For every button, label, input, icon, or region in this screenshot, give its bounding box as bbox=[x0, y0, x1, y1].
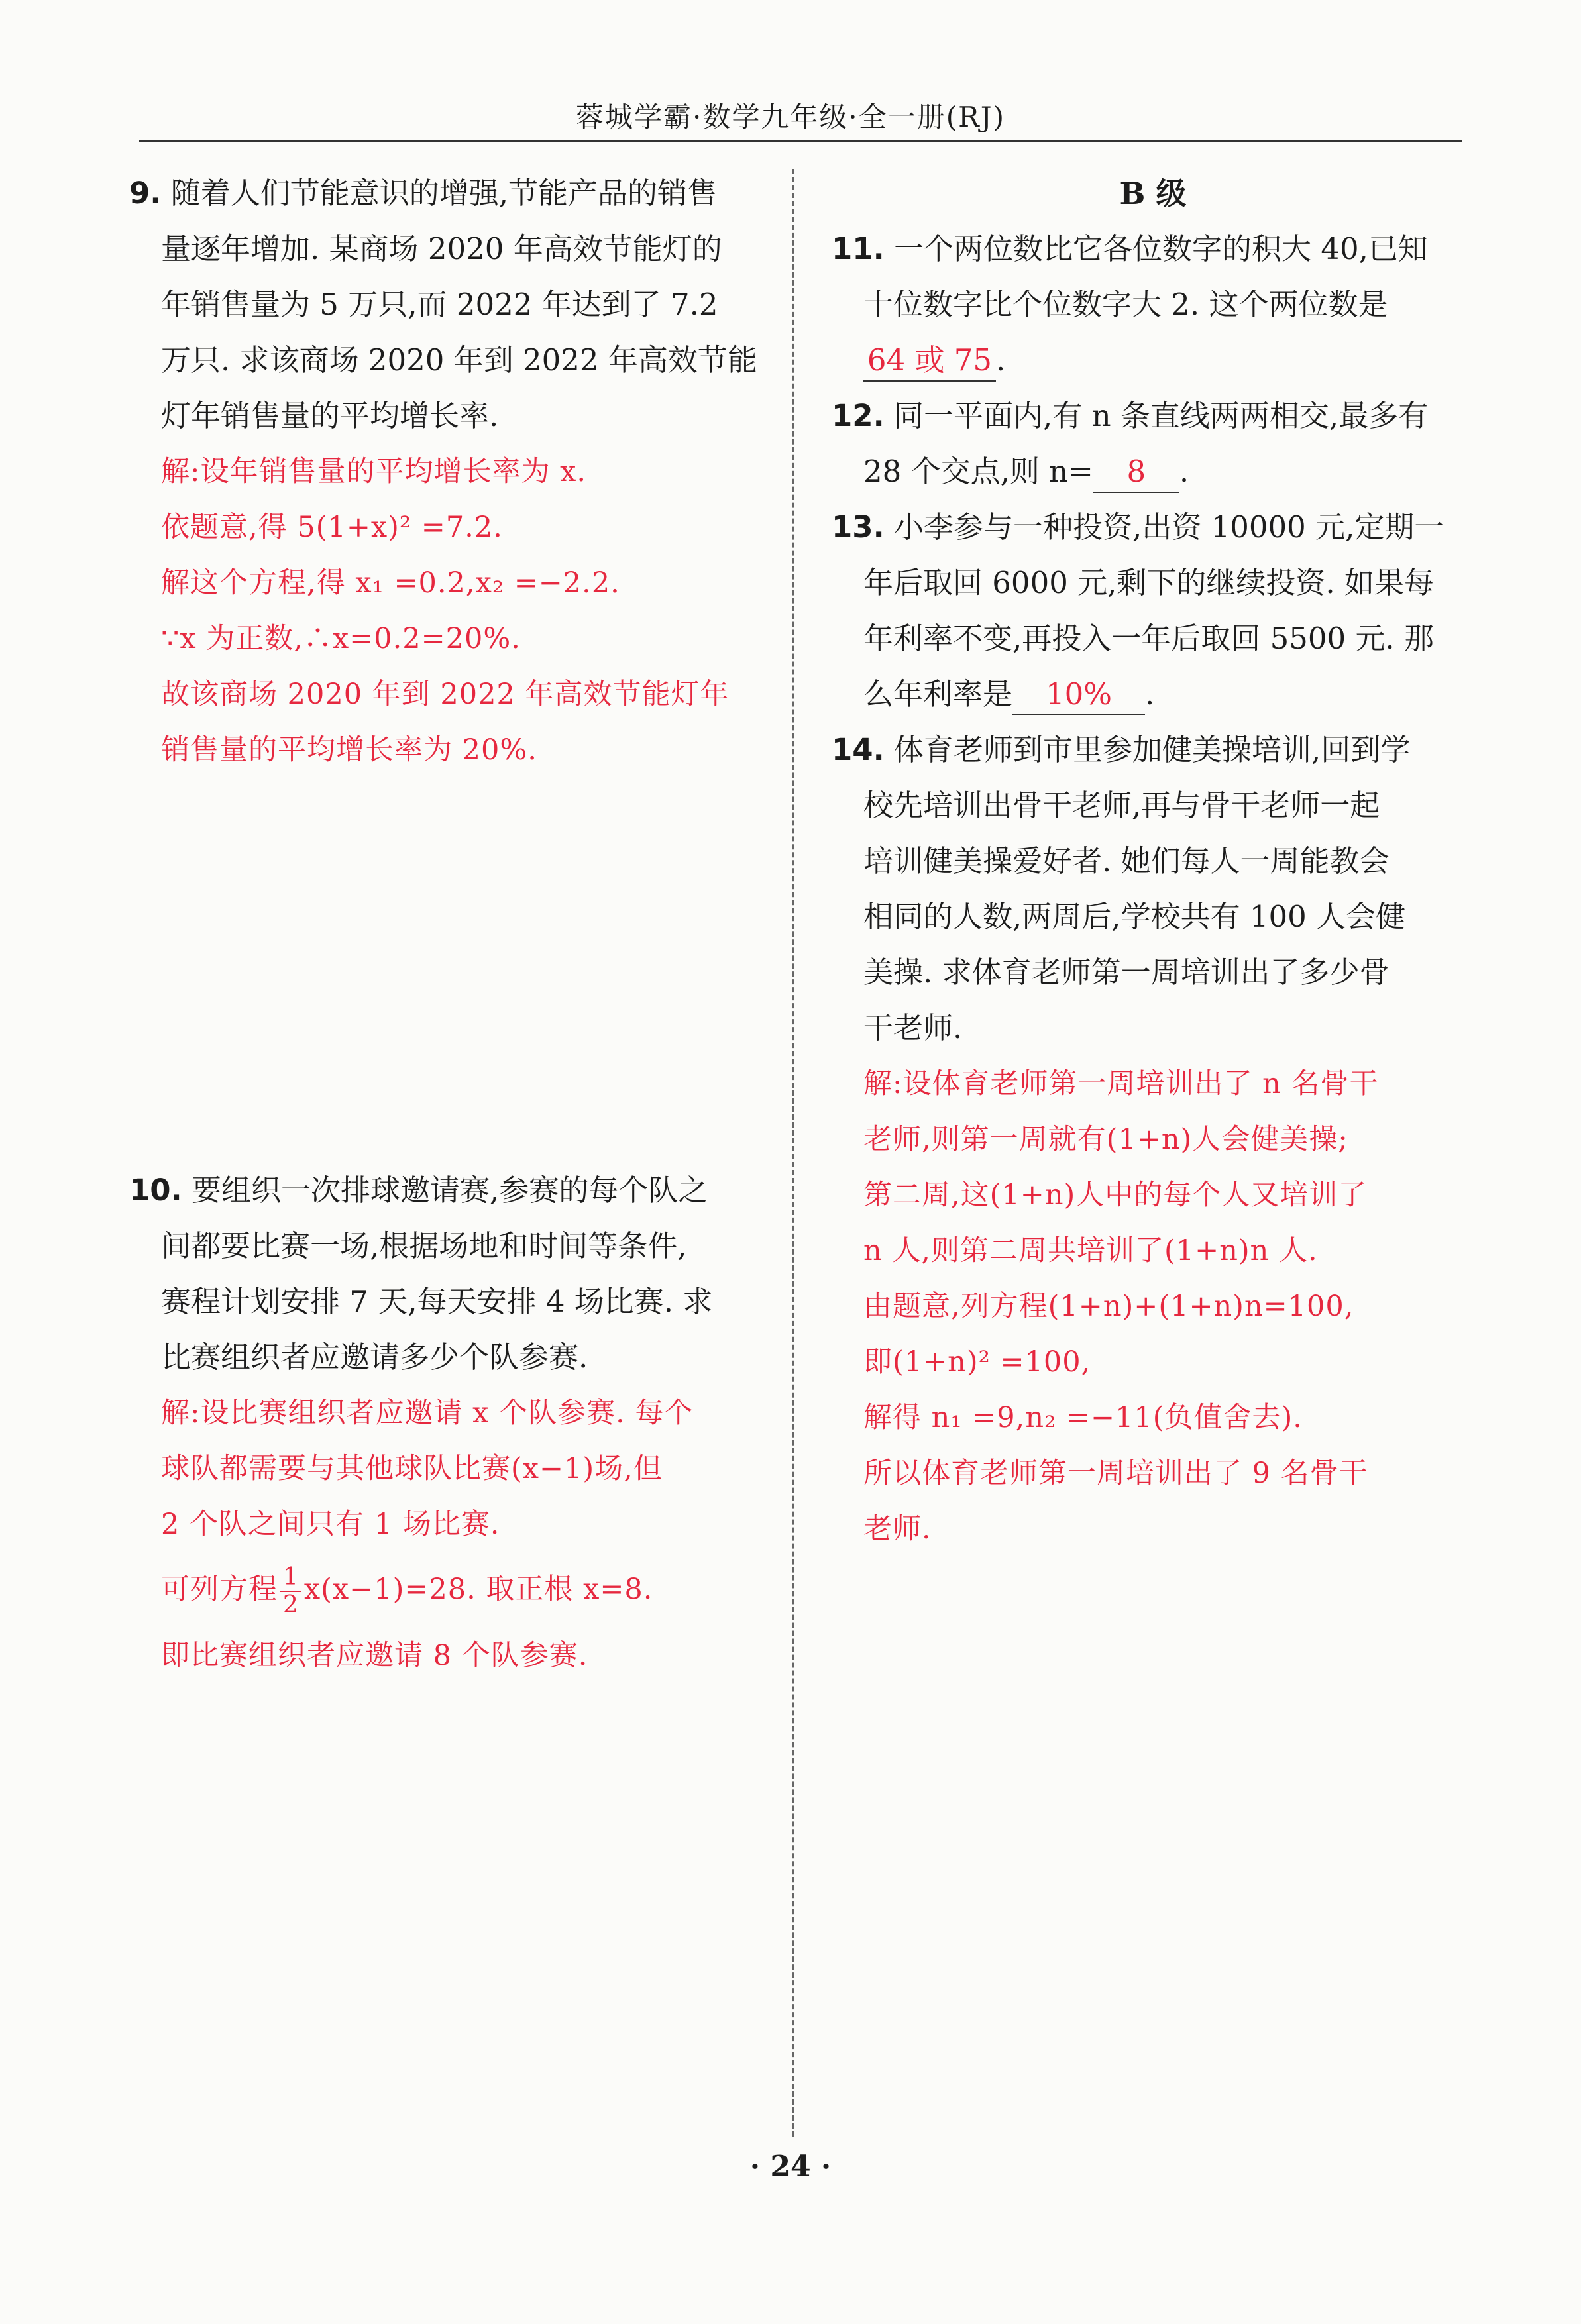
question-text-line: 么年利率是 bbox=[863, 676, 1013, 712]
answer-blank: 10% bbox=[1012, 674, 1145, 715]
answer-line: 解:设年销售量的平均增长率为 x. bbox=[161, 455, 587, 488]
header-rule bbox=[139, 140, 1462, 142]
answer-14 bbox=[832, 1056, 1474, 1557]
punctuation: . bbox=[996, 343, 1006, 378]
question-text-line: 要组织一次排球邀请赛,参赛的每个队之 bbox=[191, 1173, 708, 1208]
question-number: 13. bbox=[832, 509, 885, 545]
question-number: 10. bbox=[129, 1173, 182, 1208]
answer-blank: 8 bbox=[1093, 452, 1179, 493]
answer-line: 2 个队之间只有 1 场比赛. bbox=[161, 1508, 500, 1541]
question-text-line: 赛程计划安排 7 天,每天安排 4 场比赛. 求 bbox=[161, 1284, 713, 1319]
question-12 bbox=[832, 388, 1474, 500]
answer-line: 老师. bbox=[863, 1512, 932, 1546]
question-text-line: 年后取回 6000 元,剩下的继续投资. 如果每 bbox=[863, 565, 1435, 600]
question-text-line: 随着人们节能意识的增强,节能产品的销售 bbox=[170, 176, 718, 211]
answer-line: 解:设比赛组织者应邀请 x 个队参赛. 每个 bbox=[161, 1397, 694, 1430]
fraction bbox=[280, 1564, 301, 1618]
question-text-line: 灯年销售量的平均增长率. bbox=[161, 398, 499, 433]
answer-line: 解得 n₁ =9,n₂ =−11(负值舍去). bbox=[863, 1401, 1303, 1434]
question-text-line: 体育老师到市里参加健美操培训,回到学 bbox=[894, 732, 1411, 767]
answer-line: n 人,则第二周共培训了(1+n)n 人. bbox=[863, 1234, 1318, 1267]
question-14 bbox=[832, 722, 1474, 1056]
question-text-line: 培训健美操爱好者. 她们每人一周能教会 bbox=[863, 843, 1390, 878]
answer-line: 解:设体育老师第一周培训出了 n 名骨干 bbox=[863, 1067, 1379, 1100]
equation-suffix: x(x−1)=28. 取正根 x=8. bbox=[303, 1573, 653, 1606]
question-9 bbox=[129, 166, 775, 778]
answer-equation bbox=[161, 1561, 775, 1618]
question-number: 14. bbox=[832, 732, 885, 767]
level-title: B 级 bbox=[1119, 176, 1187, 211]
answer-9 bbox=[129, 444, 775, 778]
header-title: 蓉城学霸·数学九年级·全一册(RJ) bbox=[576, 101, 1005, 133]
answer-line: 故该商场 2020 年到 2022 年高效节能灯年 bbox=[161, 678, 730, 711]
question-10 bbox=[129, 1163, 775, 1683]
answer-line: 由题意,列方程(1+n)+(1+n)n=100, bbox=[863, 1290, 1354, 1323]
fraction-numerator: 1 bbox=[280, 1564, 301, 1592]
answer-line: 依题意,得 5(1+x)² =7.2. bbox=[161, 511, 503, 544]
answer-line: 销售量的平均增长率为 20%. bbox=[161, 733, 537, 766]
question-text-line: 比赛组织者应邀请多少个队参赛. bbox=[161, 1340, 588, 1375]
punctuation: . bbox=[1179, 454, 1189, 489]
answer-line: 第二周,这(1+n)人中的每个人又培训了 bbox=[863, 1179, 1368, 1212]
question-text-line: 校先培训出骨干老师,再与骨干老师一起 bbox=[863, 788, 1380, 823]
question-text-line: 量逐年增加. 某商场 2020 年高效节能灯的 bbox=[161, 231, 722, 266]
column-divider bbox=[792, 169, 794, 2137]
answer-line: 所以体育老师第一周培训出了 9 名骨干 bbox=[863, 1457, 1368, 1490]
question-text-line: 十位数字比个位数字大 2. 这个两位数是 bbox=[863, 287, 1388, 322]
equation-prefix: 可列方程 bbox=[161, 1573, 278, 1606]
question-text-line: 28 个交点,则 n= bbox=[863, 454, 1093, 489]
right-column bbox=[832, 166, 1474, 1557]
question-text-line: 年销售量为 5 万只,而 2022 年达到了 7.2 bbox=[161, 287, 718, 322]
page-header bbox=[0, 86, 1581, 139]
question-text-line: 相同的人数,两周后,学校共有 100 人会健 bbox=[863, 899, 1406, 934]
answer-line: 即比赛组织者应邀请 8 个队参赛. bbox=[161, 1639, 588, 1672]
question-text-line: 小李参与一种投资,出资 10000 元,定期一 bbox=[894, 509, 1445, 545]
question-text-line: 万只. 求该商场 2020 年到 2022 年高效节能 bbox=[161, 343, 757, 378]
answer-10 bbox=[129, 1385, 775, 1683]
question-text-line: 间都要比赛一场,根据场地和时间等条件, bbox=[161, 1228, 687, 1263]
question-13 bbox=[832, 500, 1474, 722]
question-text-line: 美操. 求体育老师第一周培训出了多少骨 bbox=[863, 955, 1390, 990]
question-text-line: 同一平面内,有 n 条直线两两相交,最多有 bbox=[894, 398, 1429, 433]
question-11 bbox=[832, 221, 1474, 388]
question-text-line: 年利率不变,再投入一年后取回 5500 元. 那 bbox=[863, 621, 1435, 656]
question-text-line: 干老师. bbox=[863, 1010, 963, 1045]
answer-line: 即(1+n)² =100, bbox=[863, 1346, 1091, 1379]
question-number: 9. bbox=[129, 176, 162, 211]
answer-line: 解这个方程,得 x₁ =0.2,x₂ =−2.2. bbox=[161, 566, 620, 600]
answer-blank: 64 或 75 bbox=[863, 341, 996, 382]
answer-line: 老师,则第一周就有(1+n)人会健美操; bbox=[863, 1123, 1348, 1156]
answer-line: 球队都需要与其他球队比赛(x−1)场,但 bbox=[161, 1452, 663, 1485]
punctuation: . bbox=[1145, 676, 1155, 712]
answer-line: ∵x 为正数,∴x=0.2=20%. bbox=[161, 622, 521, 655]
question-number: 12. bbox=[832, 398, 885, 433]
fraction-denominator: 2 bbox=[283, 1591, 299, 1618]
question-text-line: 一个两位数比它各位数字的积大 40,已知 bbox=[894, 231, 1428, 266]
question-number: 11. bbox=[832, 231, 885, 266]
page-number: · 24 · bbox=[749, 2150, 832, 2184]
